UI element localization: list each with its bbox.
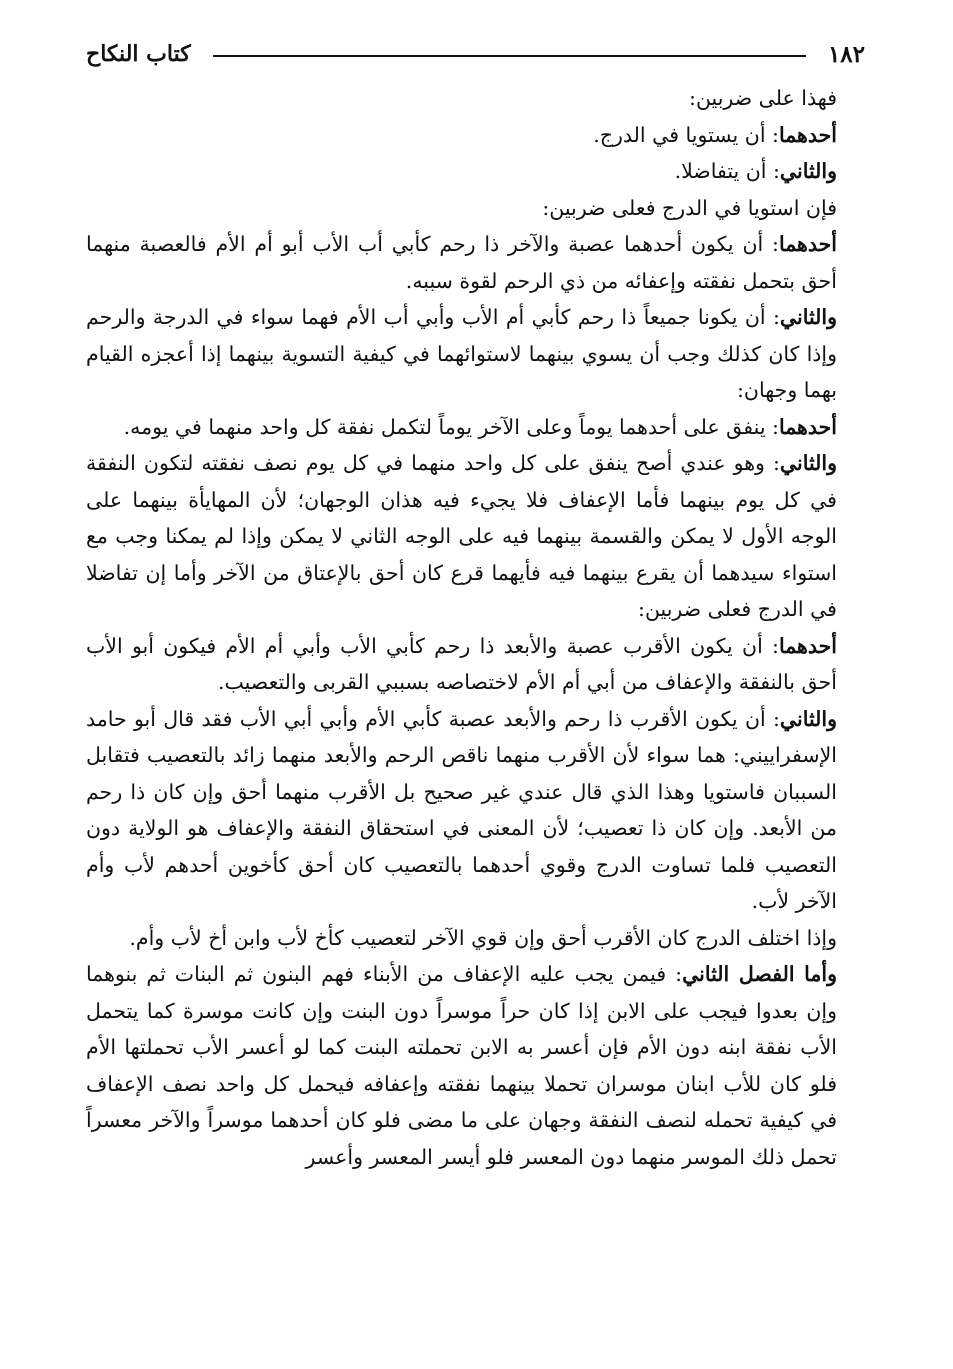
paragraph <box>86 153 865 190</box>
paragraph <box>86 920 865 957</box>
paragraph <box>86 117 865 154</box>
paragraph <box>86 445 865 628</box>
paragraph-lead: والثاني <box>779 305 837 329</box>
paragraph <box>86 80 865 117</box>
paragraph-text: : أن يكون الأقرب عصبة والأبعد ذا رحم كأبي الأب وأبي أم الأم فيكون أبو الأب أحق بالنفقة والإعفاف من أبي أم الأم لاختصاصه بسببي القربى والتعصيب. <box>86 633 837 694</box>
paragraph-lead: أحدهما <box>778 414 837 439</box>
paragraph-text: : أن يكون الأقرب ذا رحم والأبعد عصبة كأبي الأم وأبي أبي الأب فقد قال أبو حامد الإسفراييني: هما سواء لأن الأقرب منهما ناقص الرحم والأبعد منهما زائد بالتعصيب فتقابل السببان فاستويا وهذا الذي قال عندي غير صحيح بل الأقرب منهما أحق وإن كان ذا رحم من الأبعد. وإن كان ذا تعصيب؛ لأن المعنى في استحقاق النفقة والإعفاف هو الولاية دون التعصيب فلما تساوت الدرج وقوي أحدهما بالتعصيب كان أحق كأخوين أحدهم لأب وأم الآخر لأب. <box>86 706 837 913</box>
paragraph-lead: أحدهما <box>778 232 837 256</box>
paragraph-lead: والثاني <box>779 451 837 475</box>
paragraph <box>86 701 865 920</box>
paragraph <box>86 226 865 299</box>
body-text <box>86 80 865 1175</box>
paragraph-text: فإن استويا في الدرج فعلى ضربين: <box>542 195 837 220</box>
paragraph <box>86 409 865 446</box>
paragraph-text: وإذا اختلف الدرج كان الأقرب أحق وإن قوي الآخر لتعصيب كأخ لأب وابن أخ لأب وأم. <box>129 925 837 950</box>
paragraph-text: : أن يكونا جميعاً ذا رحم كأبي أم الأب وأبي أب الأم فهما سواء في الدرجة والرحم وإذا كان كذلك وجب أن يسوي بينهما لاستوائهما في كيفية التسوية بينهما إذا أعجزه القيام بهما وجهان: <box>86 305 837 402</box>
paragraph-text: فهذا على ضربين: <box>689 86 837 110</box>
paragraph-lead: والثاني <box>779 706 837 731</box>
header-rule <box>213 55 806 57</box>
paragraph <box>86 956 865 1175</box>
paragraph-lead: أحدهما <box>778 122 837 147</box>
book-title: كتاب النكاح <box>86 41 191 67</box>
paragraph <box>86 299 865 409</box>
paragraph <box>86 190 865 227</box>
paragraph-lead: وأما الفصل الثاني <box>682 962 837 986</box>
paragraph-text: : ينفق على أحدهما يوماً وعلى الآخر يوماً لتكمل نفقة كل واحد منهما في يومه. <box>123 414 779 439</box>
running-head <box>86 28 865 80</box>
page-number: ١٨٢ <box>827 40 865 68</box>
paragraph-text: : أن يتفاضلا. <box>674 159 780 183</box>
paragraph-lead: والثاني <box>779 159 837 183</box>
paragraph-lead: أحدهما <box>778 633 837 658</box>
paragraph <box>86 628 865 701</box>
paragraph-text: : أن يستويا في الدرج. <box>593 122 779 147</box>
paragraph-text: : وهو عندي أصح ينفق على كل واحد منهما في كل يوم نصف نفقته لتكون النفقة في كل يوم بينهما فأما الإعفاف فلا يجيء فيه هذان الوجهان؛ لأن المهايأة بينهما على الوجه الأول لا يمكن والقسمة بينهما فيه على الوجه الثاني لا يمكن وإذا لم يمكنا وجب مع استواء سيدهما أن يقرع بينهما فيه فأيهما قرع كان أحق بالإعتاق من الآخر وأما إن تفاضلا في الدرج فعلى ضربين: <box>86 451 837 621</box>
paragraph-text: : أن يكون أحدهما عصبة والآخر ذا رحم كأبي أب الأب أبو أم الأم فالعصبة منهما أحق بتحمل نفقته وإعفائه من ذي الرحم لقوة سببه. <box>86 232 837 293</box>
paragraph-text: : فيمن يجب عليه الإعفاف من الأبناء فهم البنون ثم البنات ثم بنوهما وإن بعدوا فيجب على الابن إذا كان حراً موسراً دون البنت وإن كانت موسرة كما يتحمل الأب نفقة ابنه دون الأم فإن أعسر به الابن تحملته البنت كما لو أعسر الأب تحملتها الأم فلو كان للأب ابنان موسران تحملا بينهما نفقته وإعفافه فيحمل كل واحد نصف الإعفاف في كيفية تحمله لنصف النفقة وجهان على ما مضى فلو كان أحدهما موسراً والآخر معسراً تحمل ذلك الموسر منهما دون المعسر فلو أيسر المعسر وأعسر <box>86 962 837 1169</box>
